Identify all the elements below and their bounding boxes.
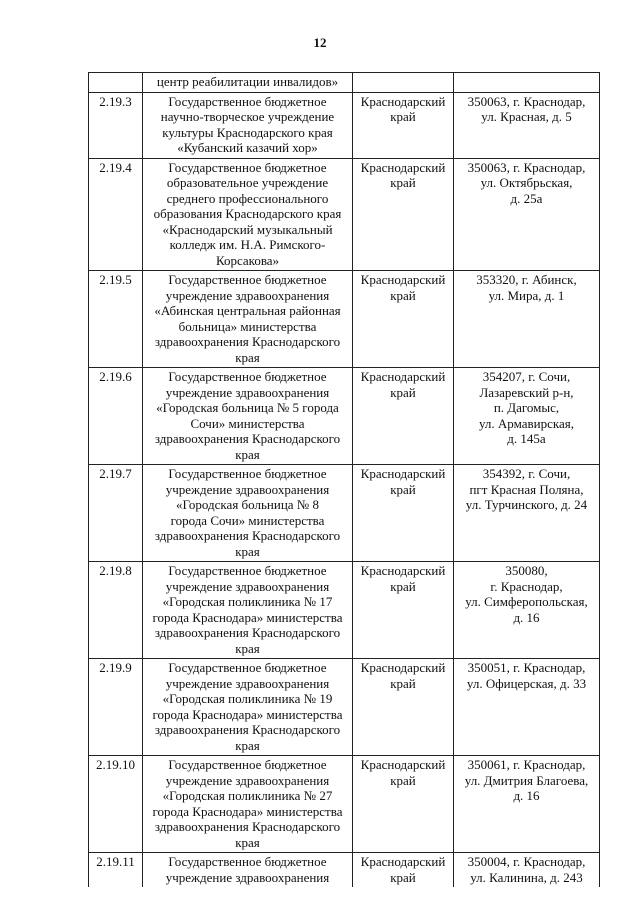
region-cell <box>353 756 454 853</box>
institution-name-line: Государственное бюджетное <box>168 159 327 175</box>
address-line: ул. Турчинского, д. 24 <box>465 497 588 512</box>
region-line: Краснодарский <box>360 854 446 869</box>
item-number-cell: 2.19.8 <box>89 562 143 659</box>
institution-name-line: учреждение здравоохранения <box>165 287 330 303</box>
institution-name-line: края <box>235 543 260 559</box>
address-line: ул. Калинина, д. 243 <box>470 869 583 885</box>
address-line: ул. Мира, д. 1 <box>488 287 565 303</box>
institution-name-cell <box>143 271 353 368</box>
institution-name-line: Государственное бюджетное <box>168 93 327 109</box>
region-cell <box>353 853 454 888</box>
address-line: 354207, г. Сочи, <box>482 369 571 384</box>
address-line: г. Краснодар, <box>490 578 563 594</box>
institution-name-line: учреждение здравоохранения <box>165 869 330 885</box>
institution-name-line: учреждение здравоохранения <box>165 384 330 400</box>
address-line: ул. Армавирская, <box>479 415 574 431</box>
region-cell <box>353 92 454 158</box>
region-line: Краснодарский <box>360 757 446 772</box>
region-line: край <box>390 481 416 497</box>
institution-name-line: Сочи» министерства <box>190 415 305 431</box>
institution-name-cell <box>143 853 353 888</box>
table-row <box>89 92 600 158</box>
region-cell <box>353 562 454 659</box>
institution-name-line: Государственное бюджетное <box>168 466 327 481</box>
institution-name-line: колледж им. Н.А. Римского- <box>169 237 326 252</box>
table-row <box>89 368 600 465</box>
address-cell <box>454 465 600 562</box>
institution-name-line: учреждение здравоохранения <box>165 772 330 788</box>
institution-name-line: «Городская поликлиника № 27 <box>162 788 333 803</box>
address-line: 350061, г. Краснодар, <box>467 757 586 772</box>
address-cell <box>454 659 600 756</box>
institution-name-line: больница» министерства <box>178 318 317 334</box>
region-line: край <box>390 772 416 788</box>
item-number-cell <box>89 73 143 93</box>
institution-name-line: здравоохранения Краснодарского <box>154 528 341 543</box>
institution-name-line: здравоохранения Краснодарского <box>154 722 341 737</box>
address-line: ул. Офицерская, д. 33 <box>466 675 587 691</box>
institution-name-line: края <box>235 349 260 365</box>
address-line: д. 16 <box>513 609 540 625</box>
institution-name-line: здравоохранения Краснодарского <box>154 625 341 640</box>
table-row <box>89 158 600 271</box>
institution-name-line: «Городская поликлиника № 17 <box>162 594 333 609</box>
address-line: 350080, <box>505 563 548 578</box>
institution-name-line: города Краснодара» министерства <box>152 609 343 625</box>
table-row <box>89 659 600 756</box>
address-line: д. 25а <box>510 190 543 206</box>
address-line: ул. Дмитрия Благоева, <box>464 772 589 788</box>
address-line: 350063, г. Краснодар, <box>467 93 586 109</box>
address-line: 353320, г. Абинск, <box>476 272 577 287</box>
address-line: ул. Красная, д. 5 <box>481 109 572 124</box>
institution-name-cell <box>143 158 353 271</box>
region-cell <box>353 158 454 271</box>
item-number-cell: 2.19.10 <box>89 756 143 853</box>
institution-name-line: «Городская поликлиника № 19 <box>162 691 333 706</box>
region-line: край <box>390 175 416 190</box>
registry-table <box>88 72 600 887</box>
address-cell <box>454 562 600 659</box>
region-cell <box>353 465 454 562</box>
address-line: пгт Красная Поляна, <box>469 481 584 497</box>
table-row <box>89 271 600 368</box>
address-cell <box>454 853 600 888</box>
page-number: 12 <box>313 35 327 50</box>
institution-name-line: образовательное учреждение <box>166 175 329 190</box>
registry-table-body <box>89 73 600 888</box>
region-line: Краснодарский <box>360 272 446 287</box>
address-line: 354392, г. Сочи, <box>482 466 571 481</box>
region-line: край <box>390 384 416 400</box>
address-line: 350051, г. Краснодар, <box>467 660 586 675</box>
institution-name-line: города Краснодара» министерства <box>152 803 343 819</box>
region-line: Краснодарский <box>360 159 446 175</box>
address-line: д. 16 <box>513 788 540 803</box>
institution-name-line: научно-творческое учреждение <box>160 109 335 124</box>
address-cell <box>454 92 600 158</box>
institution-name-line: учреждение здравоохранения <box>165 675 330 691</box>
region-line: край <box>390 578 416 594</box>
institution-name-line: края <box>235 446 260 462</box>
institution-name-cell <box>143 659 353 756</box>
institution-name-cell <box>143 368 353 465</box>
item-number-cell: 2.19.9 <box>89 659 143 756</box>
table-row <box>89 756 600 853</box>
region-line: край <box>390 109 416 124</box>
institution-name-line: культуры Краснодарского края <box>162 124 333 140</box>
institution-name-line: города Сочи» министерства <box>170 512 325 528</box>
institution-name-line: Государственное бюджетное <box>168 660 327 675</box>
address-cell <box>454 271 600 368</box>
institution-name-line: Государственное бюджетное <box>168 272 327 287</box>
region-cell <box>353 271 454 368</box>
region-cell <box>353 368 454 465</box>
institution-name-line: здравоохранения Краснодарского <box>154 334 341 349</box>
institution-name-line: учреждение здравоохранения <box>165 578 330 594</box>
address-cell <box>454 368 600 465</box>
institution-name-line: города Краснодара» министерства <box>152 706 343 722</box>
institution-name-line: среднего профессионального <box>166 190 329 206</box>
region-line: край <box>390 287 416 303</box>
institution-name-line: «Краснодарский музыкальный <box>162 221 333 237</box>
institution-name-cell <box>143 92 353 158</box>
institution-name-line: края <box>235 834 260 850</box>
region-cell <box>353 659 454 756</box>
address-line: 350004, г. Краснодар, <box>467 854 586 869</box>
address-line: ул. Симферопольская, <box>465 594 588 609</box>
institution-name-line: Государственное бюджетное <box>168 757 327 772</box>
institution-name-line: «Кубанский казачий хор» <box>177 140 318 155</box>
institution-name-line: «Абинская центральная районная <box>154 303 341 318</box>
item-number-cell: 2.19.6 <box>89 368 143 465</box>
institution-name-cell <box>143 73 353 93</box>
institution-name-line: образования Краснодарского края <box>153 206 342 221</box>
institution-name-line: Корсакова» <box>215 252 280 268</box>
institution-name-cell <box>143 756 353 853</box>
institution-name-line: здравоохранения Краснодарского <box>154 431 341 446</box>
region-cell <box>353 73 454 93</box>
institution-name-cell <box>143 562 353 659</box>
table-row <box>89 465 600 562</box>
region-line: Краснодарский <box>360 93 446 109</box>
region-line: край <box>390 869 416 885</box>
institution-name-line: центр реабилитации инвалидов» <box>156 74 339 89</box>
table-row <box>89 562 600 659</box>
item-number-cell: 2.19.4 <box>89 158 143 271</box>
region-line: Краснодарский <box>360 563 446 578</box>
address-cell <box>454 158 600 271</box>
address-cell <box>454 73 600 93</box>
address-line: д. 145а <box>507 431 546 446</box>
institution-name-line: края <box>235 640 260 656</box>
institution-name-line: Государственное бюджетное <box>168 563 327 578</box>
item-number-cell: 2.19.7 <box>89 465 143 562</box>
address-line: Лазаревский р-н, <box>479 384 574 400</box>
institution-name-line: здравоохранения Краснодарского <box>154 819 341 834</box>
item-number-cell: 2.19.3 <box>89 92 143 158</box>
institution-name-cell <box>143 465 353 562</box>
institution-name-line: учреждение здравоохранения <box>165 481 330 497</box>
region-line: край <box>390 675 416 691</box>
institution-name-line: края <box>235 737 260 753</box>
address-line: п. Дагомыс, <box>493 400 560 415</box>
region-line: Краснодарский <box>360 466 446 481</box>
institution-name-line: Государственное бюджетное <box>168 369 327 384</box>
region-line: Краснодарский <box>360 660 446 675</box>
address-line: 350063, г. Краснодар, <box>467 159 586 175</box>
table-row <box>89 853 600 888</box>
institution-name-line: «Городская больница № 8 <box>176 497 319 512</box>
item-number-cell: 2.19.5 <box>89 271 143 368</box>
address-cell <box>454 756 600 853</box>
address-line: ул. Октябрьская, <box>480 175 573 190</box>
institution-name-line: Государственное бюджетное <box>168 854 327 869</box>
table-row <box>89 73 600 93</box>
item-number-cell: 2.19.11 <box>89 853 143 888</box>
institution-name-line: «Городская больница № 5 города <box>156 400 339 415</box>
region-line: Краснодарский <box>360 369 446 384</box>
